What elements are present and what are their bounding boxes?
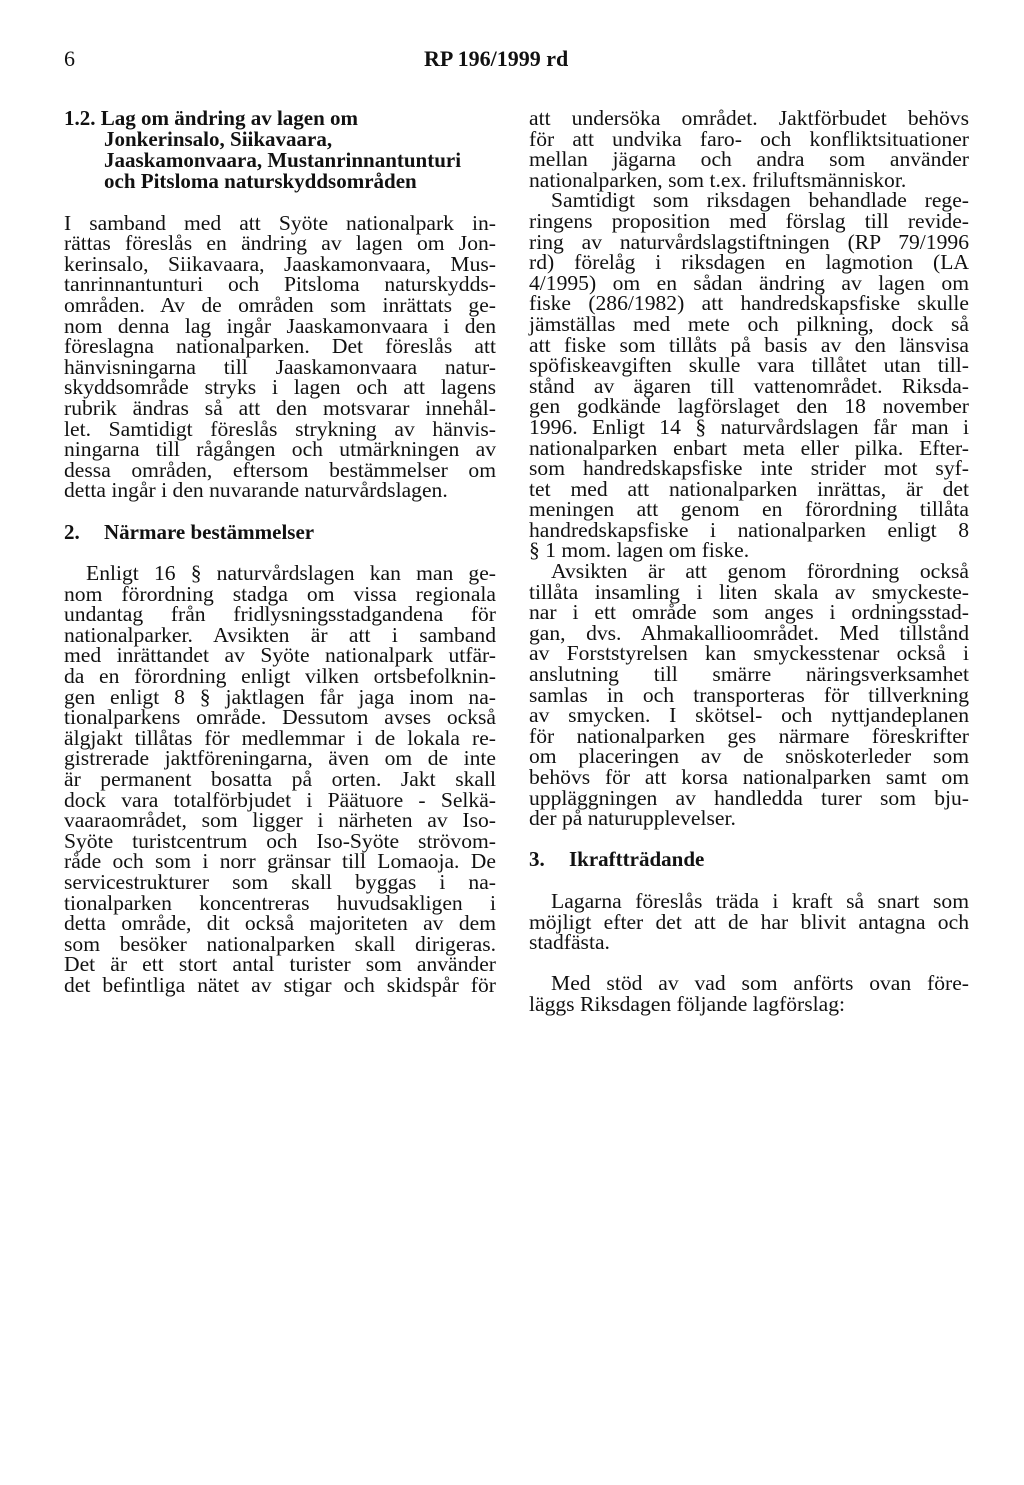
final-paragraph xyxy=(529,973,969,1014)
text-line: behövs för att korsa nationalparken samt om xyxy=(529,765,969,789)
text-line: som handredskapsfiske inte strider mot syf- xyxy=(529,456,969,481)
text-line: kerinsalo, Siikavaara, Jaaskamonvaara, Mus- xyxy=(64,251,496,276)
text-line: nar i ett område som anges i ordningsstad- xyxy=(529,600,969,625)
document-id: RP 196/1999 rd xyxy=(424,46,569,71)
text-line: detta ingår i den nuvarande naturvårdslagen. xyxy=(64,478,448,503)
section-2-heading xyxy=(64,519,496,544)
section-3-heading xyxy=(529,849,969,870)
text-line: nom denna lag ingår Jaaskamonvaara i den xyxy=(64,313,496,338)
text-line: områden. Av de områden som inrättats ge- xyxy=(64,292,496,317)
text-line: Avsikten är att genom förordning också xyxy=(551,559,969,584)
text-line: gen enligt 8 § jaktlagen får jaga inom na- xyxy=(64,684,496,709)
text-line: av smycken. I skötsel- och nyttjandeplanen xyxy=(529,703,969,728)
text-line: ring av naturvårdslagstiftningen (RP 79/1996 xyxy=(529,229,969,254)
text-line: da en förordning enligt vilken ortsbefolknin- xyxy=(64,664,496,689)
text-line: gan, dvs. Ahmakallioområdet. Med tillstånd xyxy=(529,620,969,645)
text-line: som besöker nationalparken skall dirigeras. xyxy=(64,931,496,956)
text-line: dessa områden, eftersom bestämmelser om xyxy=(64,457,496,482)
fishing-paragraph xyxy=(529,190,969,561)
text-line: detta område, dit också majoriteten av dem xyxy=(64,911,496,936)
text-line: läggs Riksdagen följande lagförslag: xyxy=(529,991,846,1016)
left-column xyxy=(64,108,496,996)
text-line: jämställas med mete och pilkning, dock så xyxy=(529,311,969,336)
text-line: gistrerade jaktföreningarna, även om de inte xyxy=(64,746,496,771)
gemstone-paragraph xyxy=(529,561,969,829)
text-line: ningarna till rågången och utmärkningen av xyxy=(64,437,496,462)
text-line: tet med att nationalparken inrättas, är det xyxy=(529,476,969,501)
text-line: § 1 mom. lagen om fiske. xyxy=(529,538,750,563)
text-line: föreslagna nationalparken. Det föreslås att xyxy=(64,334,496,359)
text-line: Enligt 16 § naturvårdslagen kan man ge- xyxy=(86,561,496,586)
text-line: nom förordning stadga om vissa regionala xyxy=(64,581,496,606)
text-line: servicestrukturer som skall byggas i na- xyxy=(64,870,496,894)
text-line: råde och som i norr gränsar till Lomaoja. De xyxy=(64,849,496,874)
text-line: let. Samtidigt föreslås strykning av hänvis- xyxy=(64,416,496,441)
text-line: om placeringen av de snöskoterleder som xyxy=(529,744,969,769)
section-number: 3. xyxy=(529,847,545,872)
text-line: vaaraområdet, som ligger i närheten av Iso- xyxy=(64,808,496,833)
section-2-paragraph xyxy=(64,563,496,995)
text-line: att undersöka området. Jaktförbudet behövs xyxy=(529,106,969,130)
text-line: att fiske som tillåts på basis av den länsvisa xyxy=(529,332,969,357)
page-header xyxy=(64,46,960,78)
text-line: av Forststyrelsen kan smyckesstenar också i xyxy=(529,641,969,666)
text-line: nationalparken, som t.ex. friluftsmänniskor. xyxy=(529,167,907,192)
text-line: undantag från fridlysningsstadgandena för xyxy=(64,602,496,627)
text-line: älgjakt tillåtas för medlemmar i de lokala re- xyxy=(64,725,496,750)
text-line: ringens proposition med förslag till revide- xyxy=(529,208,969,233)
text-line: stadfästa. xyxy=(529,930,610,955)
section-1-2-heading xyxy=(64,108,496,192)
heading-line: Jonkerinsalo, Siikavaara, xyxy=(104,127,333,151)
text-line: mellan jägarna och andra som använder xyxy=(529,147,969,172)
text-line: rubrik ändras så att den motsvarar innehål- xyxy=(64,395,496,420)
section-3-paragraph xyxy=(529,888,969,955)
right-column xyxy=(529,108,969,1015)
page-number: 6 xyxy=(64,46,75,71)
continued-paragraph xyxy=(529,108,969,190)
text-line: gen godkände lagförslaget den 18 november xyxy=(529,394,969,419)
section-1-2-paragraph xyxy=(64,210,496,503)
text-line: tionalparkens område. Dessutom avses också xyxy=(64,705,496,730)
text-line: dock vara totalförbjudet i Päätuore - Selkä- xyxy=(64,787,496,812)
heading-line: och Pitsloma naturskyddsområden xyxy=(104,169,417,193)
section-title: Ikraftträdande xyxy=(569,847,705,872)
text-line: spöfiskeavgiften skulle vara tillåtet utan till- xyxy=(529,353,969,378)
text-line: för att undvika faro- och konfliktsituationer xyxy=(529,126,969,151)
text-line: är permanent bosatta på orten. Jakt skall xyxy=(64,767,496,792)
text-line: handredskapsfiske i nationalparken enligt 8 xyxy=(529,517,969,542)
text-line: samlas in och transporteras för tillverkning xyxy=(529,682,969,707)
section-number: 2. xyxy=(64,519,80,544)
text-line: Det är ett stort antal turister som använder xyxy=(64,952,496,977)
text-line: det befintliga nätet av stigar och skidspår för xyxy=(64,972,496,997)
text-line: Lagarna föreslås träda i kraft så snart som xyxy=(551,888,969,913)
section-title: Närmare bestämmelser xyxy=(104,519,315,544)
text-line: skyddsområde stryks i lagen och att lagens xyxy=(64,375,496,400)
text-line: I samband med att Syöte nationalpark in- xyxy=(64,210,496,235)
text-line: med inrättandet av Syöte nationalpark utfär- xyxy=(64,643,496,668)
text-line: för nationalparken ges närmare föreskrifter xyxy=(529,723,969,748)
text-line: Med stöd av vad som anförts ovan före- xyxy=(551,971,969,996)
text-line: möjligt efter det att de har blivit antagna och xyxy=(529,909,969,934)
text-line: nationalparken enbart meta eller pilka. Efter- xyxy=(529,435,969,460)
text-line: hänvisningarna till Jaaskamonvaara natur- xyxy=(64,354,496,379)
heading-line: Jaaskamonvaara, Mustanrinnantunturi xyxy=(104,148,462,172)
text-line: anslutning till smärre näringsverksamhet xyxy=(529,662,969,687)
text-line: der på naturupplevelser. xyxy=(529,806,736,831)
text-line: rd) förelåg i riksdagen en lagmotion (LA xyxy=(529,250,969,275)
text-line: 1996. Enligt 14 § naturvårdslagen får man i xyxy=(529,414,969,439)
heading-line: 1.2. Lag om ändring av lagen om xyxy=(64,106,359,130)
text-line: tanrinnantunturi och Pitsloma naturskydds- xyxy=(64,272,496,297)
text-line: uppläggningen av handledda turer som bju- xyxy=(529,785,969,810)
text-line: 4/1995) om en sådan ändring av lagen om xyxy=(529,270,969,295)
text-line: nationalparker. Avsikten är att i samband xyxy=(64,622,496,647)
text-line: Samtidigt som riksdagen behandlade rege- xyxy=(551,188,969,213)
text-line: rättas föreslås en ändring av lagen om Jon- xyxy=(64,231,496,256)
text-line: tillåta insamling i liten skala av smyckeste- xyxy=(529,579,969,604)
text-line: meningen att genom en förordning tillåta xyxy=(529,497,969,522)
text-line: Syöte turistcentrum och Iso-Syöte strövom- xyxy=(64,828,496,853)
text-line: tionalparken koncentreras huvudsakligen i xyxy=(64,890,496,915)
text-line: stånd av ägaren till vattenområdet. Riksda- xyxy=(529,373,969,398)
text-line: fiske (286/1982) att handredskapsfiske skulle xyxy=(529,291,969,316)
